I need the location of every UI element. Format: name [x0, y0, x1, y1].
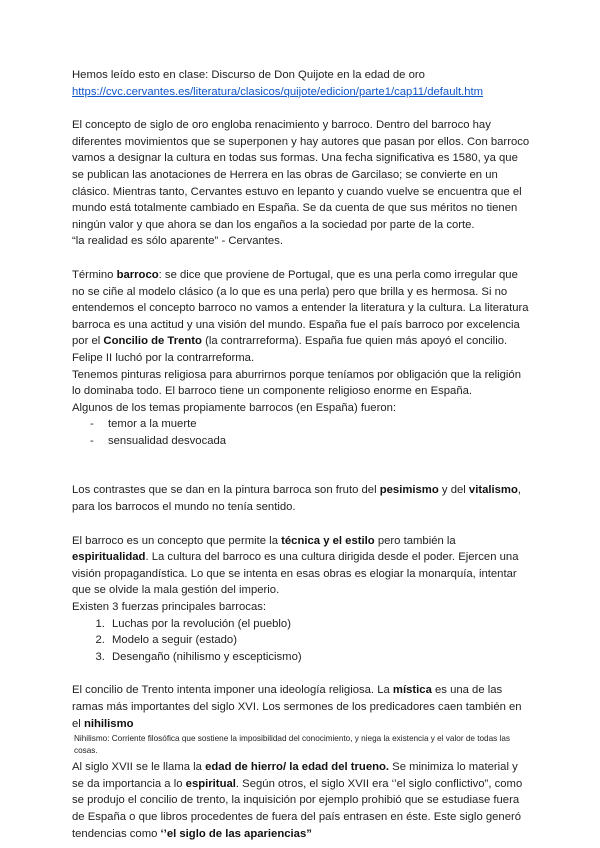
temas-list: [72, 416, 532, 449]
bold-vitalismo: vitalismo: [468, 484, 518, 497]
list-item: 1. Luchas por la revolución (el pueblo): [108, 616, 532, 633]
paragraph-contrastes: Los contrastes que se dan en la pintura barroca son fruto del pesimismo y del vitalismo, para los barrocos el mundo no tenía sentido.: [72, 484, 522, 514]
bold-apariencias: ‘’el siglo de las apariencias”: [160, 827, 312, 840]
cervantes-quote: “la realidad es sólo aparente” - Cervantes.: [72, 235, 283, 248]
paragraph-siglo-de-oro: El concepto de siglo de oro engloba renacimiento y barroco. Dentro del barroco hay diferentes movimientos que se superponen y hay autores que pasan por ellos. Con barroco vamos a designar la cultura en todas sus formas. Una fecha significativa es 1580, ya que se publican las anotaciones de Herrera en las obras de Garcilaso; se convierte en un clásico. Mientras tanto, Cervantes estuvo en lepanto y cuando vuelve se encuentra que el mundo está totalmente cambiado en España. Se da cuenta de que sus méritos no tienen ningún valor y que ahora se dan los engaños a la sociedad por parte de la corte.: [72, 119, 530, 231]
line-temas: Algunos de los temas propiamente barrocos (en España) fueron:: [72, 401, 397, 414]
nihilismo-note: Nihilismo: Corriente filosófica que sostiene la imposibilidad del conocimiento, y niega la existencia y el valor de todas las cosas.: [74, 734, 510, 756]
list-item: 2. Modelo a seguir (estado): [108, 632, 532, 649]
intro-line: Hemos leído esto en clase: Discurso de Don Quijote en la edad de oro: [72, 69, 425, 81]
bold-tecnica: técnica y el estilo: [281, 534, 375, 547]
line-fuerzas: Existen 3 fuerzas principales barrocas:: [72, 601, 267, 614]
list-item: - temor a la muerte: [90, 416, 532, 433]
paragraph-siglo-xvii: Al siglo XVII se le llama la edad de hierro/ la edad del trueno. Se minimiza lo material y se da importancia a lo espiritual. Según otros, el siglo XVII era ‘’el siglo conflictivo”, como se produjo el concilio de trento, la inquisición por ejemplo prohibió que se estudiase fuera de España o que libros procedentes de fuera del país entrasen en éste. Este siglo generó tendencias como ‘’el siglo de las apariencias”: [72, 761, 523, 840]
bold-concilio: Concilio de Trento: [103, 335, 202, 348]
document-page: [72, 67, 532, 842]
line-felipe: Felipe II luchó por la contrarreforma.: [72, 351, 255, 364]
bold-edad-hierro: edad de hierro/ la edad del trueno.: [205, 761, 390, 774]
list-item: 3. Desengaño (nihilismo y escepticismo): [108, 649, 532, 666]
paragraph-trento: El concilio de Trento intenta imponer una ideología religiosa. La mística es una de las ramas más importantes del siglo XVI. Los sermones de los predicadores caen también en el nihilismo: [72, 684, 522, 730]
bold-espiritual: espiritual: [185, 777, 236, 790]
bold-nihilismo: nihilismo: [83, 717, 134, 730]
paragraph-barroco: Término barroco: se dice que proviene de Portugal, que es una perla como irregular que no se ciñe al modelo clásico (a lo que es una perla) pero que brilla y es hermosa. Si no entendemos el concepto barroco no vamos a entender la literatura y la cultura. La literatura barroca es una actitud y una visión del mundo. España fue el país barroco por excelencia por el Concilio de Trento (la contrarreforma). España fue quien más apoyó el concilio.: [72, 268, 529, 348]
bold-barroco: barroco: [116, 268, 159, 281]
bold-espiritualidad: espiritualidad: [72, 551, 146, 564]
paragraph-concepto: El barroco es un concepto que permite la técnica y el estilo pero también la espiritualidad. La cultura del barroco es una cultura dirigida desde el poder. Ejercen una visión propagandística. Lo que se intenta en esas obras es elogiar la monarquía, intentar que se olvide la mala gestión del imperio.: [72, 534, 519, 597]
cervantes-link[interactable]: https://cvc.cervantes.es/literatura/clasicos/quijote/edicion/parte1/cap11/default.htm: [72, 85, 484, 98]
line-pinturas: Tenemos pinturas religiosa para aburrirnos porque teníamos por obligación que la religión lo dominaba todo. El barroco tiene un componente religioso enorme en España.: [72, 368, 522, 398]
list-item: - sensualidad desvocada: [90, 433, 532, 450]
bold-mistica: mística: [392, 684, 432, 697]
fuerzas-list: [72, 616, 532, 666]
bold-pesimismo: pesimismo: [379, 484, 439, 497]
